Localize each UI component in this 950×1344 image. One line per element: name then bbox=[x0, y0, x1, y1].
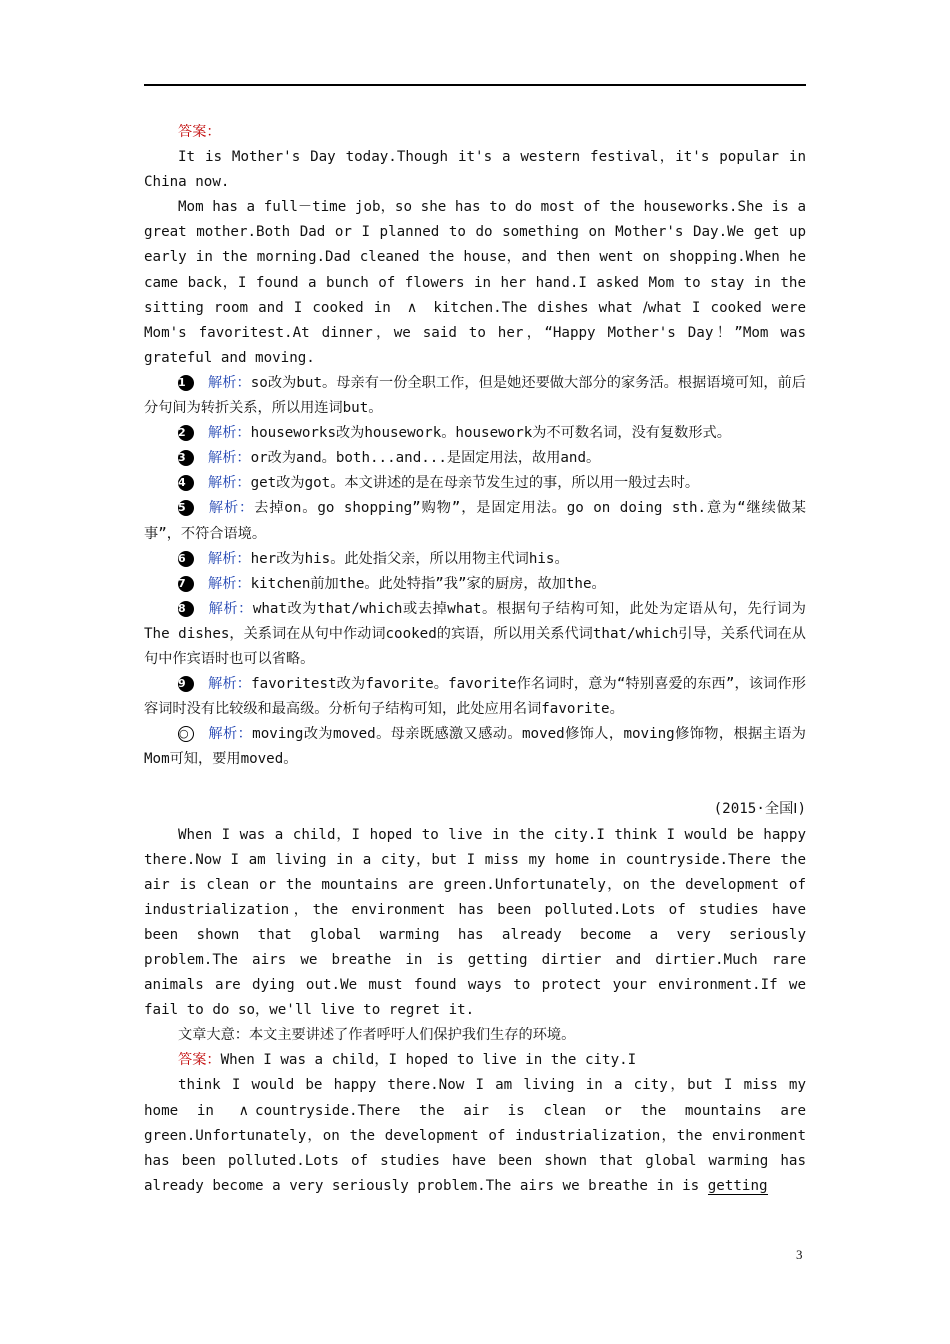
note-item: 6 解析：her改为his。此处指父亲，所以用物主代词his。 bbox=[178, 550, 569, 567]
note-number: ○ bbox=[178, 726, 194, 742]
note-item: ○ 解析：moving改为moved。母亲既感激又感动。moved修饰人，moving修饰物，根据主语为Mom可知，要用moved。 bbox=[144, 726, 806, 768]
note-item: 7 解析：kitchen前加the。此处特指”我”家的厨房，故加the。 bbox=[178, 575, 606, 592]
note-item: 5 解析：去掉on。go shopping”购物”，是固定用法。go on doing sth.意为“继续做某事”，不符合语境。 bbox=[144, 500, 806, 542]
insert-mark: ∧ bbox=[238, 1102, 250, 1119]
header-rule bbox=[144, 84, 806, 86]
spacer bbox=[144, 772, 806, 797]
note-item: 3 解析：or改为and。both...and...是固定用法，故用and。 bbox=[178, 450, 601, 467]
answer-label-1: 答案： bbox=[178, 124, 221, 140]
answer2-body: think I would be happy there.Now I am living in a city，but I miss my home in ∧ countryside.There the air is clean or the mountains are green.Unfortunately，on the development of industrialization，the environment has been polluted.Lots of studies have been shown that global warming has already become a very seriously problem.The airs we breathe in is getting bbox=[144, 1077, 807, 1194]
note-item: 4 解析：get改为got。本文讲述的是在母亲节发生过的事，所以用一般过去时。 bbox=[178, 475, 700, 492]
note-number: 3 bbox=[178, 450, 194, 466]
note-item: 1 解析：so改为but。母亲有一份全职工作，但是她还要做大部分的家务活。根据语境可知，前后分句间为转折关系，所以用连词but。 bbox=[144, 374, 806, 417]
insert-mark: ∧ bbox=[406, 299, 418, 316]
source-citation: (2015·全国Ⅰ) bbox=[713, 801, 806, 818]
page-number: 3 bbox=[796, 1247, 803, 1262]
note-number: 7 bbox=[178, 576, 194, 592]
note-number: 5 bbox=[178, 500, 194, 516]
note-number: 4 bbox=[178, 475, 194, 491]
passage1-para2: Mom has a full－time job，so she has to do most of the houseworks.She is a great mother.Both Dad or I planned to do something on Mother's Day.We get up early in the morning.Dad cleaned the house，and then went on shopping.When he came back，I found a bunch of flowers in her hand.I asked Mom to stay in the sitting room and I cooked in ∧ kitchen.The dishes what /what I cooked were Mom's favoritest.At dinner，we said to her，“Happy Mother's Day！”Mom was grateful and moving. bbox=[144, 199, 807, 366]
passage1-para1: It is Mother's Day today.Though it's a western festival，it's popular in China now. bbox=[144, 149, 806, 191]
note-number: 8 bbox=[178, 601, 194, 617]
note-item: 9 解析：favoritest改为favorite。favorite作名词时，意为“特别喜爱的东西”，该词作形容词时没有比较级和最高级。分析句子结构可知，此处应用名词favorite。 bbox=[144, 676, 806, 718]
note-number: 2 bbox=[178, 425, 194, 441]
note-item: 8 解析：what改为that/which或去掉what。根据句子结构可知，此处为定语从句，先行词为The dishes，关系词在从句中作动词cooked的宾语，所以用关系代词that/which引导，关系代词在从句中作宾语时也可以省略。 bbox=[144, 600, 806, 667]
answer2-first-line: 答案：When I was a child，I hoped to live in the city.I bbox=[178, 1052, 637, 1069]
underlined-word: getting bbox=[707, 1177, 768, 1194]
note-number: 1 bbox=[178, 375, 194, 391]
notes-list bbox=[144, 371, 806, 773]
page-content bbox=[144, 120, 806, 1199]
note-item: 2 解析：houseworks改为housework。housework为不可数名词，没有复数形式。 bbox=[178, 425, 731, 442]
slash-mark: / bbox=[642, 299, 648, 316]
note-number: 6 bbox=[178, 551, 194, 567]
note-number: 9 bbox=[178, 676, 194, 692]
article-summary: 文章大意：本文主要讲述了作者呼吁人们保护我们生存的环境。 bbox=[178, 1027, 576, 1044]
passage2: When I was a child，I hoped to live in the city.I think I would be happy there.Now I am living in a city，but I miss my home in countryside.There the air is clean or the mountains are green.Unfortunately，on the development of industrialization，the environment has been polluted.Lots of studies have been shown that global warming has already become a very seriously problem.The airs we breathe in is getting dirtier and dirtier.Much rare animals are dying out.We must found ways to protect your environment.If we fail to do so，we'll live to regret it. bbox=[144, 826, 806, 1019]
